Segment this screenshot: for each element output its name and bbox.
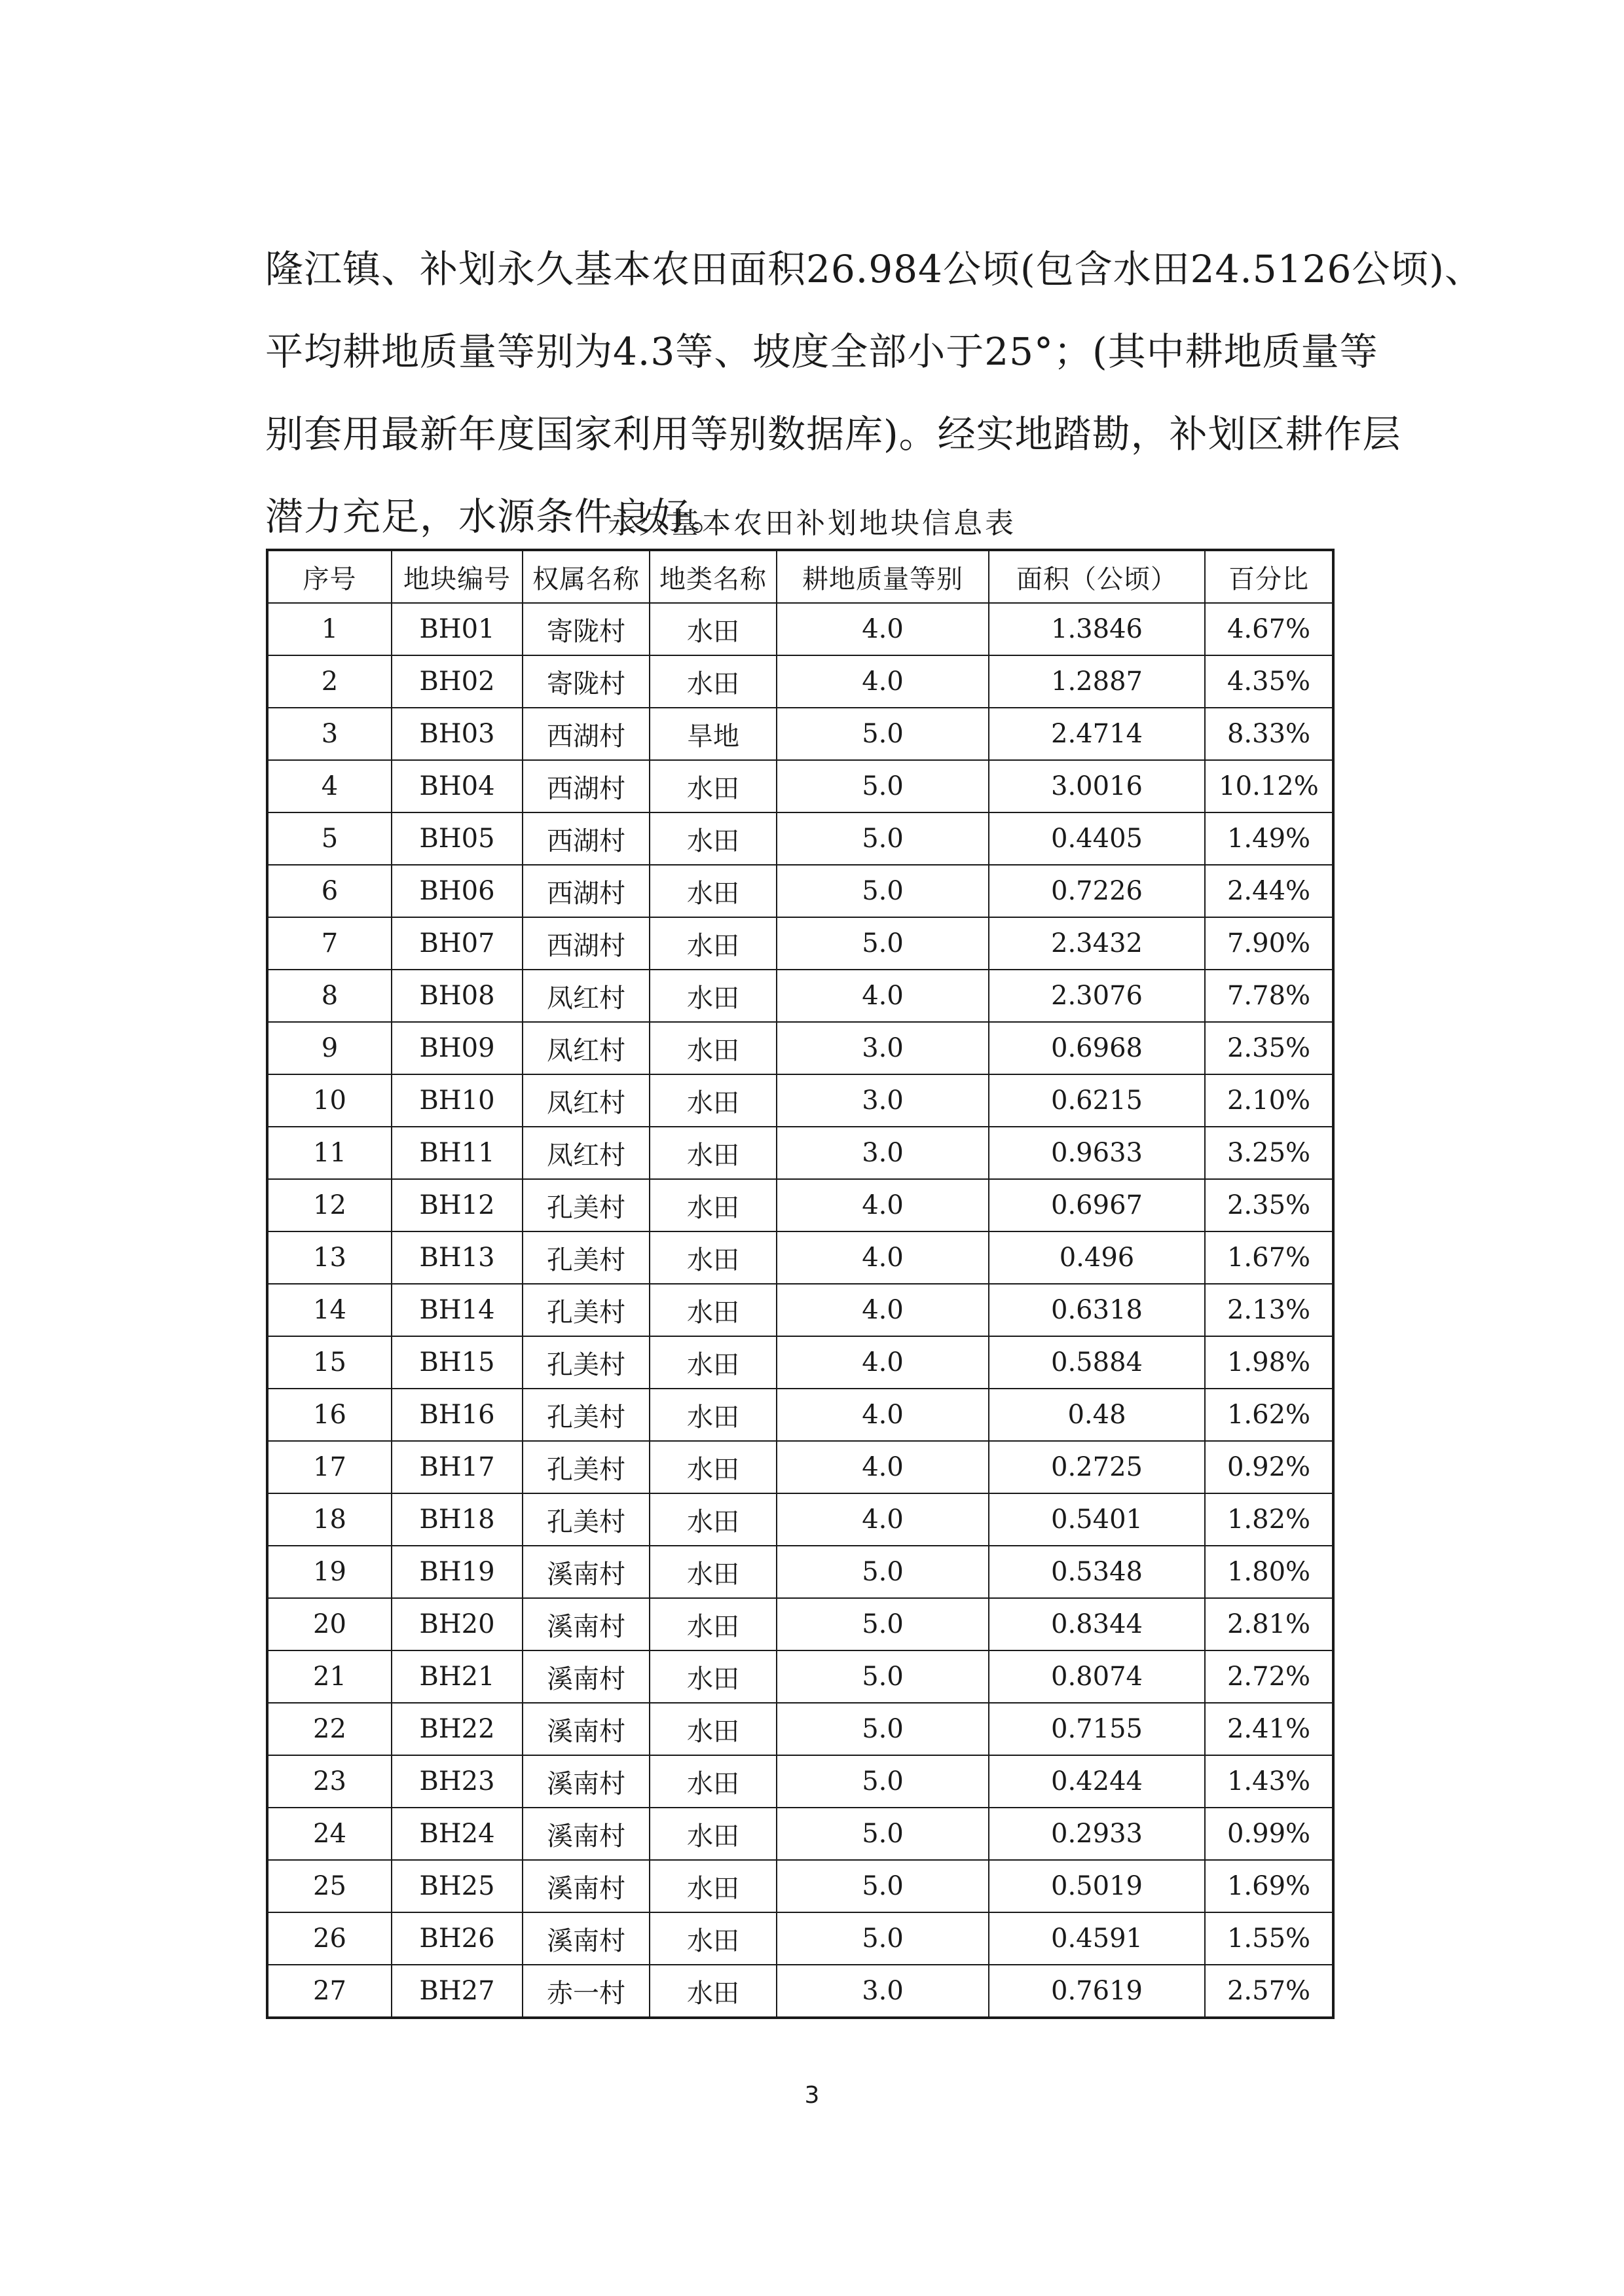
- cell-index: 6: [267, 865, 392, 917]
- table-row: [267, 1127, 1333, 1179]
- cell-index: 4: [267, 760, 392, 812]
- cell-index: 14: [267, 1284, 392, 1336]
- cell-quality-grade: 5.0: [777, 1650, 989, 1703]
- cell-plot-code: BH25: [392, 1860, 523, 1912]
- cell-percentage: 2.81%: [1205, 1598, 1333, 1650]
- table-row: [267, 1808, 1333, 1860]
- cell-land-type: 水田: [650, 970, 777, 1022]
- cell-plot-code: BH20: [392, 1598, 523, 1650]
- cell-index: 16: [267, 1389, 392, 1441]
- cell-quality-grade: 5.0: [777, 1703, 989, 1755]
- cell-quality-grade: 5.0: [777, 1546, 989, 1598]
- cell-index: 1: [267, 603, 392, 655]
- cell-area: 0.6215: [989, 1074, 1205, 1127]
- cell-index: 8: [267, 970, 392, 1022]
- cell-plot-code: BH06: [392, 865, 523, 917]
- cell-owner-name: 溪南村: [523, 1650, 650, 1703]
- cell-land-type: 水田: [650, 812, 777, 865]
- table-row: [267, 917, 1333, 970]
- cell-land-type: 水田: [650, 917, 777, 970]
- cell-quality-grade: 3.0: [777, 1074, 989, 1127]
- cell-area: 0.8074: [989, 1650, 1205, 1703]
- cell-plot-code: BH23: [392, 1755, 523, 1808]
- cell-area: 2.3076: [989, 970, 1205, 1022]
- cell-area: 2.3432: [989, 917, 1205, 970]
- cell-percentage: 10.12%: [1205, 760, 1333, 812]
- cell-quality-grade: 5.0: [777, 1598, 989, 1650]
- cell-owner-name: 溪南村: [523, 1598, 650, 1650]
- cell-plot-code: BH08: [392, 970, 523, 1022]
- cell-percentage: 2.35%: [1205, 1022, 1333, 1074]
- cell-plot-code: BH24: [392, 1808, 523, 1860]
- table-header-row: [267, 550, 1333, 603]
- cell-owner-name: 西湖村: [523, 917, 650, 970]
- cell-owner-name: 孔美村: [523, 1231, 650, 1284]
- cell-area: 0.5401: [989, 1493, 1205, 1546]
- cell-land-type: 水田: [650, 1965, 777, 2018]
- table-row: [267, 865, 1333, 917]
- cell-owner-name: 孔美村: [523, 1493, 650, 1546]
- cell-plot-code: BH12: [392, 1179, 523, 1231]
- cell-percentage: 2.13%: [1205, 1284, 1333, 1336]
- paragraph-line: 隆江镇、补划永久基本农田面积26.984公顷(包含水田24.5126公顷)、: [265, 247, 1484, 291]
- cell-percentage: 7.78%: [1205, 970, 1333, 1022]
- cell-quality-grade: 3.0: [777, 1965, 989, 2018]
- table-row: [267, 1860, 1333, 1912]
- cell-percentage: 1.82%: [1205, 1493, 1333, 1546]
- cell-land-type: 水田: [650, 1179, 777, 1231]
- cell-area: 0.4244: [989, 1755, 1205, 1808]
- cell-quality-grade: 3.0: [777, 1127, 989, 1179]
- cell-area: 0.48: [989, 1389, 1205, 1441]
- table-row: [267, 1179, 1333, 1231]
- cell-percentage: 3.25%: [1205, 1127, 1333, 1179]
- cell-owner-name: 寄陇村: [523, 655, 650, 708]
- cell-quality-grade: 4.0: [777, 1284, 989, 1336]
- cell-plot-code: BH14: [392, 1284, 523, 1336]
- header-owner-name: 权属名称: [523, 550, 650, 603]
- cell-index: 24: [267, 1808, 392, 1860]
- table-row: [267, 655, 1333, 708]
- cell-land-type: 水田: [650, 1546, 777, 1598]
- cell-quality-grade: 3.0: [777, 1022, 989, 1074]
- cell-percentage: 1.67%: [1205, 1231, 1333, 1284]
- cell-index: 22: [267, 1703, 392, 1755]
- cell-land-type: 水田: [650, 1808, 777, 1860]
- cell-percentage: 1.62%: [1205, 1389, 1333, 1441]
- cell-quality-grade: 5.0: [777, 812, 989, 865]
- cell-plot-code: BH16: [392, 1389, 523, 1441]
- cell-plot-code: BH19: [392, 1546, 523, 1598]
- cell-owner-name: 凤红村: [523, 1022, 650, 1074]
- cell-owner-name: 凤红村: [523, 1127, 650, 1179]
- cell-land-type: 水田: [650, 1493, 777, 1546]
- cell-owner-name: 溪南村: [523, 1703, 650, 1755]
- cell-percentage: 1.43%: [1205, 1755, 1333, 1808]
- cell-index: 27: [267, 1965, 392, 2018]
- cell-percentage: 2.10%: [1205, 1074, 1333, 1127]
- cell-quality-grade: 5.0: [777, 1808, 989, 1860]
- cell-land-type: 水田: [650, 1912, 777, 1965]
- cell-plot-code: BH09: [392, 1022, 523, 1074]
- cell-owner-name: 孔美村: [523, 1389, 650, 1441]
- header-percentage: 百分比: [1205, 550, 1333, 603]
- page-number: 3: [804, 2082, 820, 2109]
- table-row: [267, 1650, 1333, 1703]
- cell-area: 1.2887: [989, 655, 1205, 708]
- plot-info-table: [266, 549, 1335, 2019]
- cell-area: 0.5019: [989, 1860, 1205, 1912]
- cell-area: 0.7619: [989, 1965, 1205, 2018]
- table-row: [267, 1284, 1333, 1336]
- cell-owner-name: 溪南村: [523, 1755, 650, 1808]
- cell-land-type: 水田: [650, 1650, 777, 1703]
- cell-plot-code: BH18: [392, 1493, 523, 1546]
- cell-index: 2: [267, 655, 392, 708]
- cell-percentage: 8.33%: [1205, 708, 1333, 760]
- cell-plot-code: BH01: [392, 603, 523, 655]
- cell-land-type: 水田: [650, 1389, 777, 1441]
- table-row: [267, 1074, 1333, 1127]
- cell-owner-name: 寄陇村: [523, 603, 650, 655]
- cell-plot-code: BH07: [392, 917, 523, 970]
- cell-index: 21: [267, 1650, 392, 1703]
- cell-land-type: 水田: [650, 1703, 777, 1755]
- cell-land-type: 水田: [650, 1074, 777, 1127]
- cell-index: 3: [267, 708, 392, 760]
- table-row: [267, 812, 1333, 865]
- cell-index: 7: [267, 917, 392, 970]
- cell-owner-name: 凤红村: [523, 1074, 650, 1127]
- cell-percentage: 1.55%: [1205, 1912, 1333, 1965]
- cell-index: 12: [267, 1179, 392, 1231]
- cell-plot-code: BH13: [392, 1231, 523, 1284]
- header-land-type: 地类名称: [650, 550, 777, 603]
- cell-quality-grade: 4.0: [777, 603, 989, 655]
- cell-plot-code: BH27: [392, 1965, 523, 2018]
- cell-percentage: 2.35%: [1205, 1179, 1333, 1231]
- cell-owner-name: 孔美村: [523, 1336, 650, 1389]
- cell-area: 0.2725: [989, 1441, 1205, 1493]
- cell-plot-code: BH17: [392, 1441, 523, 1493]
- table-row: [267, 708, 1333, 760]
- cell-percentage: 2.57%: [1205, 1965, 1333, 2018]
- cell-land-type: 水田: [650, 1860, 777, 1912]
- cell-percentage: 1.69%: [1205, 1860, 1333, 1912]
- cell-plot-code: BH11: [392, 1127, 523, 1179]
- cell-area: 0.4591: [989, 1912, 1205, 1965]
- cell-quality-grade: 5.0: [777, 1860, 989, 1912]
- cell-owner-name: 溪南村: [523, 1912, 650, 1965]
- cell-owner-name: 西湖村: [523, 708, 650, 760]
- header-area: 面积（公顷）: [989, 550, 1205, 603]
- paragraph-line: 别套用最新年度国家利用等别数据库)。经实地踏勘，补划区耕作层: [265, 412, 1401, 456]
- cell-percentage: 7.90%: [1205, 917, 1333, 970]
- cell-owner-name: 西湖村: [523, 812, 650, 865]
- cell-quality-grade: 4.0: [777, 1493, 989, 1546]
- cell-quality-grade: 5.0: [777, 708, 989, 760]
- cell-index: 18: [267, 1493, 392, 1546]
- table-row: [267, 1755, 1333, 1808]
- header-plot-code: 地块编号: [392, 550, 523, 603]
- cell-owner-name: 赤一村: [523, 1965, 650, 2018]
- cell-land-type: 水田: [650, 1441, 777, 1493]
- cell-index: 15: [267, 1336, 392, 1389]
- cell-owner-name: 孔美村: [523, 1284, 650, 1336]
- cell-quality-grade: 4.0: [777, 1231, 989, 1284]
- cell-plot-code: BH02: [392, 655, 523, 708]
- cell-area: 2.4714: [989, 708, 1205, 760]
- cell-area: 0.8344: [989, 1598, 1205, 1650]
- header-index: 序号: [267, 550, 392, 603]
- cell-land-type: 旱地: [650, 708, 777, 760]
- cell-owner-name: 溪南村: [523, 1808, 650, 1860]
- cell-owner-name: 溪南村: [523, 1860, 650, 1912]
- cell-index: 13: [267, 1231, 392, 1284]
- cell-index: 25: [267, 1860, 392, 1912]
- cell-quality-grade: 5.0: [777, 865, 989, 917]
- cell-area: 0.2933: [989, 1808, 1205, 1860]
- cell-percentage: 4.67%: [1205, 603, 1333, 655]
- cell-owner-name: 西湖村: [523, 865, 650, 917]
- cell-owner-name: 溪南村: [523, 1546, 650, 1598]
- cell-plot-code: BH21: [392, 1650, 523, 1703]
- cell-percentage: 4.35%: [1205, 655, 1333, 708]
- cell-plot-code: BH10: [392, 1074, 523, 1127]
- cell-quality-grade: 5.0: [777, 1912, 989, 1965]
- cell-land-type: 水田: [650, 1284, 777, 1336]
- cell-area: 0.4405: [989, 812, 1205, 865]
- cell-percentage: 0.99%: [1205, 1808, 1333, 1860]
- cell-area: 0.6318: [989, 1284, 1205, 1336]
- cell-quality-grade: 5.0: [777, 760, 989, 812]
- cell-land-type: 水田: [650, 760, 777, 812]
- cell-quality-grade: 4.0: [777, 970, 989, 1022]
- cell-land-type: 水田: [650, 655, 777, 708]
- table-body: [267, 603, 1333, 2018]
- cell-land-type: 水田: [650, 1336, 777, 1389]
- cell-percentage: 1.98%: [1205, 1336, 1333, 1389]
- cell-quality-grade: 5.0: [777, 1755, 989, 1808]
- cell-plot-code: BH26: [392, 1912, 523, 1965]
- table-row: [267, 1441, 1333, 1493]
- cell-quality-grade: 4.0: [777, 1179, 989, 1231]
- cell-percentage: 1.49%: [1205, 812, 1333, 865]
- cell-area: 0.6967: [989, 1179, 1205, 1231]
- cell-owner-name: 孔美村: [523, 1441, 650, 1493]
- cell-land-type: 水田: [650, 1598, 777, 1650]
- cell-area: 0.9633: [989, 1127, 1205, 1179]
- cell-percentage: 0.92%: [1205, 1441, 1333, 1493]
- table-row: [267, 1022, 1333, 1074]
- cell-area: 0.6968: [989, 1022, 1205, 1074]
- table-row: [267, 760, 1333, 812]
- cell-land-type: 水田: [650, 1231, 777, 1284]
- cell-area: 3.0016: [989, 760, 1205, 812]
- cell-index: 17: [267, 1441, 392, 1493]
- cell-percentage: 2.41%: [1205, 1703, 1333, 1755]
- cell-quality-grade: 5.0: [777, 917, 989, 970]
- cell-quality-grade: 4.0: [777, 1389, 989, 1441]
- cell-percentage: 2.44%: [1205, 865, 1333, 917]
- cell-index: 11: [267, 1127, 392, 1179]
- table-row: [267, 1493, 1333, 1546]
- cell-index: 23: [267, 1755, 392, 1808]
- cell-land-type: 水田: [650, 865, 777, 917]
- table-row: [267, 1912, 1333, 1965]
- cell-area: 0.5348: [989, 1546, 1205, 1598]
- cell-quality-grade: 4.0: [777, 1336, 989, 1389]
- table-row: [267, 1703, 1333, 1755]
- table-row: [267, 1598, 1333, 1650]
- cell-index: 19: [267, 1546, 392, 1598]
- table-title: 永久基本农田补划地块信息表: [608, 507, 1016, 540]
- cell-quality-grade: 4.0: [777, 655, 989, 708]
- cell-land-type: 水田: [650, 1127, 777, 1179]
- cell-plot-code: BH03: [392, 708, 523, 760]
- cell-area: 0.5884: [989, 1336, 1205, 1389]
- cell-plot-code: BH15: [392, 1336, 523, 1389]
- cell-owner-name: 西湖村: [523, 760, 650, 812]
- paragraph-line: 潜力充足，水源条件良好。: [265, 494, 729, 539]
- cell-index: 5: [267, 812, 392, 865]
- table-row: [267, 970, 1333, 1022]
- cell-owner-name: 凤红村: [523, 970, 650, 1022]
- table-row: [267, 1389, 1333, 1441]
- table-row: [267, 1336, 1333, 1389]
- cell-percentage: 1.80%: [1205, 1546, 1333, 1598]
- table-row: [267, 1965, 1333, 2018]
- cell-plot-code: BH05: [392, 812, 523, 865]
- cell-land-type: 水田: [650, 1755, 777, 1808]
- table-row: [267, 603, 1333, 655]
- cell-quality-grade: 4.0: [777, 1441, 989, 1493]
- cell-owner-name: 孔美村: [523, 1179, 650, 1231]
- header-quality-grade: 耕地质量等别: [777, 550, 989, 603]
- cell-land-type: 水田: [650, 603, 777, 655]
- table-row: [267, 1231, 1333, 1284]
- cell-land-type: 水田: [650, 1022, 777, 1074]
- cell-index: 10: [267, 1074, 392, 1127]
- cell-plot-code: BH22: [392, 1703, 523, 1755]
- cell-area: 0.496: [989, 1231, 1205, 1284]
- cell-plot-code: BH04: [392, 760, 523, 812]
- table-row: [267, 1546, 1333, 1598]
- cell-index: 26: [267, 1912, 392, 1965]
- cell-area: 0.7226: [989, 865, 1205, 917]
- cell-index: 20: [267, 1598, 392, 1650]
- paragraph-line: 平均耕地质量等别为4.3等、坡度全部小于25°；(其中耕地质量等: [265, 329, 1378, 374]
- cell-index: 9: [267, 1022, 392, 1074]
- cell-percentage: 2.72%: [1205, 1650, 1333, 1703]
- cell-area: 1.3846: [989, 603, 1205, 655]
- cell-area: 0.7155: [989, 1703, 1205, 1755]
